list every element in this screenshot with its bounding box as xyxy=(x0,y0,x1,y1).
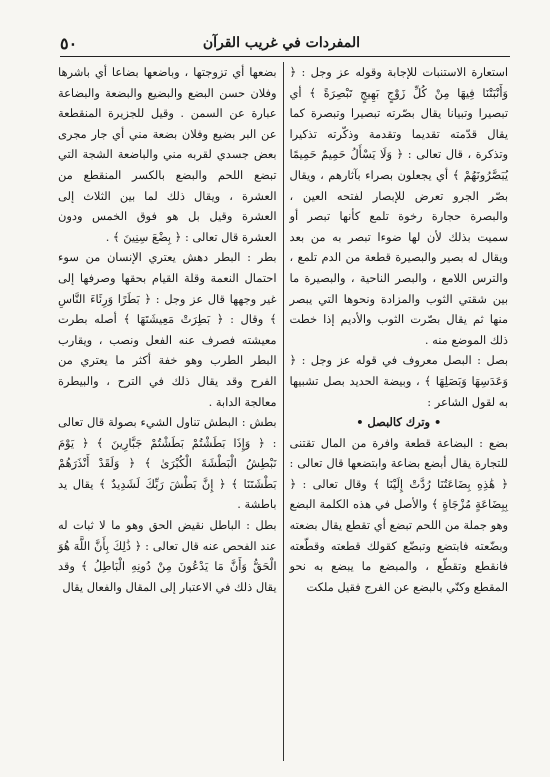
entry-batar: بطر : البطر دهش يعتري الإنسان من سوء احتمال النعمة وقلة القيام بحقها وصرفها إلى غير وجهها قال عز وجل : ﴿ بَطَرًا وَرِئَاءَ النَّاسِ ﴾ وقال : ﴿ بَطِرَتْ مَعِيشَتَهَا ﴾ أصله بطرت معيشته فصرف عنه الفعل ونصب ، ويقارب البطر الطرب وهو خفة أكثر ما يعتري من الفرح وقد يقال ذلك في الترح ، والبيطرة معالجة الدابة . xyxy=(58,250,277,409)
page-number: ٥٠ xyxy=(60,33,78,53)
right-column xyxy=(284,62,515,761)
running-title: المفردات في غريب القرآن xyxy=(202,35,360,51)
left-column xyxy=(52,62,283,761)
page-header xyxy=(60,30,510,57)
entry-istinbat-continuation: استعارة الاستنبات للإجابة وقوله عز وجل : ﴿ وَأَنْبَتْنَا فِيهَا مِنْ كُلِّ زَوْجٍ بَهِيجٍ تَبْصِرَةً ﴾ أي تبصيرا وتبيانا يقال بصّرته تبصيرا وتبصرة كما يقال قدّمته تقديما وتقدمة وذكّرته تذكيرا وتذكرة ، قال تعالى : ﴿ وَلَا يَسْأَلُ حَمِيمٌ حَمِيمًا يُبَصَّرُونَهُمْ ﴾ أي يجعلون بصراء بآثارهم ، ويقال بصّر الجرو تعرض للإبصار لفتحه العين ، والبصرة حجارة رخوة تلمع كأنها تبصر أو سميت بذلك لأن لها ضوءا تبصر به من بعد ويقال له بصير والبصيرة قطعة من الدم تلمع ، والترس اللامع ، والبصر الناحية ، والبصيرة ما بين شقتي الثوب والمزادة ونحوها التي يبصر منها ثم يقال بصّرت الثوب والأديم إذا خطت ذلك الموضع منه . xyxy=(289,65,508,347)
entry-bad-continuation: بضعها أي تزوجتها ، وباضعها بضاعا أي باشرها وفلان حسن البضع والبضيع والبضعة والبضاعة عبارة عن السمن . وقيل للجزيرة المنقطعة عن البر بضيع وفلان بضعة مني أي جار مجرى بعض جسدي لقربه مني والباضعة الشجة التي تبضع اللحم والبضع بالكسر المنقطع من العشرة ، ويقال ذلك لما بين الثلاث إلى العشرة وقيل بل هو فوق الخمس ودون العشرة قال تعالى : ﴿ بِضْعَ سِنِينَ ﴾ . xyxy=(58,65,277,244)
entry-basal: بصل : البصل معروف في قوله عز وجل : ﴿ وَعَدَسِهَا وَبَصَلِهَا ﴾ ، وبيضة الحديد بصل تشبيها به لقول الشاعر : xyxy=(289,353,508,409)
two-column-body xyxy=(52,62,514,761)
entry-bad: بضع : البضاعة قطعة وافرة من المال تقتنى للتجارة يقال أبضع بضاعة وابتضعها قال تعالى : ﴿ هَٰذِهِ بِضَاعَتُنَا رُدَّتْ إِلَيْنَا ﴾ وقال تعالى : ﴿ بِبِضَاعَةٍ مُزْجَاةٍ ﴾ والأصل في هذه الكلمة البضع وهو جملة من اللحم تبضع أي تقطع يقال بضعته وبضّعته فابتضع وتبضّع كقولك قطعته وقطّعته فانقطع وتقطّع ، والمبضع ما يبضع به نحو المقطع وكنّي بالبضع عن الفرج فقيل ملكت xyxy=(289,435,508,594)
entry-batal: بطل : الباطل نقيض الحق وهو ما لا ثبات له عند الفحص عنه قال تعالى : ﴿ ذَٰلِكَ بِأَنَّ اللَّهَ هُوَ الْحَقُّ وَأَنَّ مَا يَدْعُونَ مِنْ دُونِهِ الْبَاطِلُ ﴾ وقد يقال ذلك في الاعتبار إلى المقال والفعال يقال xyxy=(58,518,277,594)
poetry-line: • وترك كالبصل • xyxy=(356,415,442,430)
entry-batsh: بطش : البطش تناول الشيء بصولة قال تعالى : ﴿ وَإِذَا بَطَشْتُمْ بَطَشْتُمْ جَبَّارِينَ ﴾ ﴿ يَوْمَ نَبْطِشُ الْبَطْشَةَ الْكُبْرَىٰ ﴾ ﴿ وَلَقَدْ أَنْذَرَهُمْ بَطْشَتَنَا ﴾ ﴿ إِنَّ بَطْشَ رَبِّكَ لَشَدِيدٌ ﴾ يقال يد باطشة . xyxy=(58,415,277,512)
